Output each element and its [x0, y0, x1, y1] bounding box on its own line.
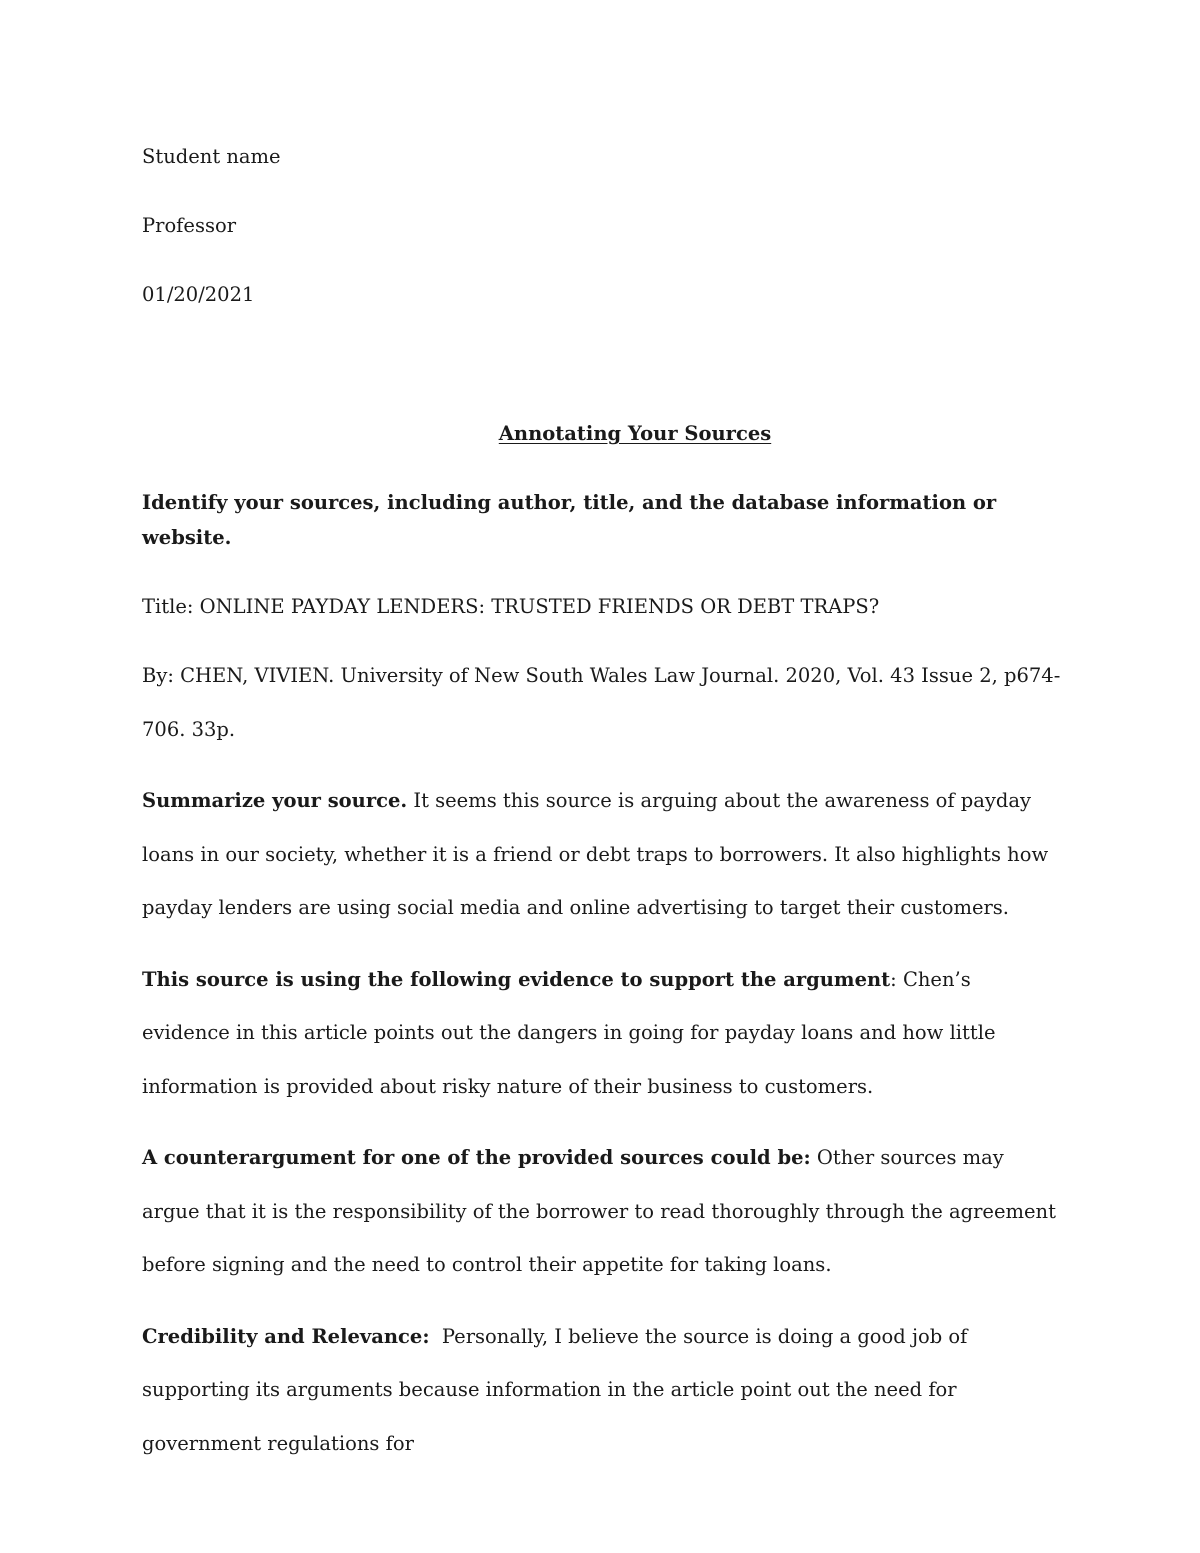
counterargument-label: A counterargument for one of the provided sources could be:	[142, 1146, 811, 1169]
identify-prompt	[142, 485, 1064, 555]
counterargument-paragraph	[142, 1131, 1064, 1292]
source-title	[142, 589, 1064, 624]
counterargument-text: Other sources may argue that it is the responsibility of the borrower to read thoroughly through the agreement before signing and the need to control their appetite for taking loans.	[142, 1146, 1056, 1276]
summary-label: Summarize your source.	[142, 789, 408, 812]
source-citation	[142, 649, 1064, 756]
evidence-text: : Chen’s evidence in this article points out the dangers in going for payday loans and how little information is provided about risky nature of their business to customers.	[142, 967, 996, 1098]
title-block	[142, 416, 1064, 451]
document-body	[142, 139, 1064, 1488]
credibility-paragraph	[142, 1310, 1064, 1471]
evidence-paragraph	[142, 953, 1064, 1114]
summary-paragraph	[142, 774, 1064, 935]
document-title: Annotating Your Sources	[498, 422, 772, 445]
credibility-text: Personally, I believe the source is doing a good job of supporting its arguments because information in the article point out the need for government regulations for	[142, 1324, 974, 1455]
professor-name: Professor	[142, 214, 237, 237]
identify-prompt-text: Identify your sources, including author, title, and the database information or website.	[142, 491, 997, 549]
summary-text: It seems this source is arguing about the awareness of payday loans in our society, whether it is a friend or debt traps to borrowers. It also highlights how payday lenders are using social media and online advertising to target their customers.	[142, 789, 1049, 919]
source-citation-text: By: CHEN, VIVIEN. University of New South Wales Law Journal. 2020, Vol. 43 Issue 2, p674-706. 33p.	[142, 664, 1061, 741]
credibility-label: Credibility and Relevance:	[142, 1324, 430, 1348]
student-name: Student name	[142, 145, 281, 168]
evidence-label: This source is using the following evidence to support the argument	[142, 967, 891, 991]
document-date: 01/20/2021	[142, 283, 255, 306]
source-title-text: Title: ONLINE PAYDAY LENDERS: TRUSTED FRIENDS OR DEBT TRAPS?	[142, 595, 880, 618]
